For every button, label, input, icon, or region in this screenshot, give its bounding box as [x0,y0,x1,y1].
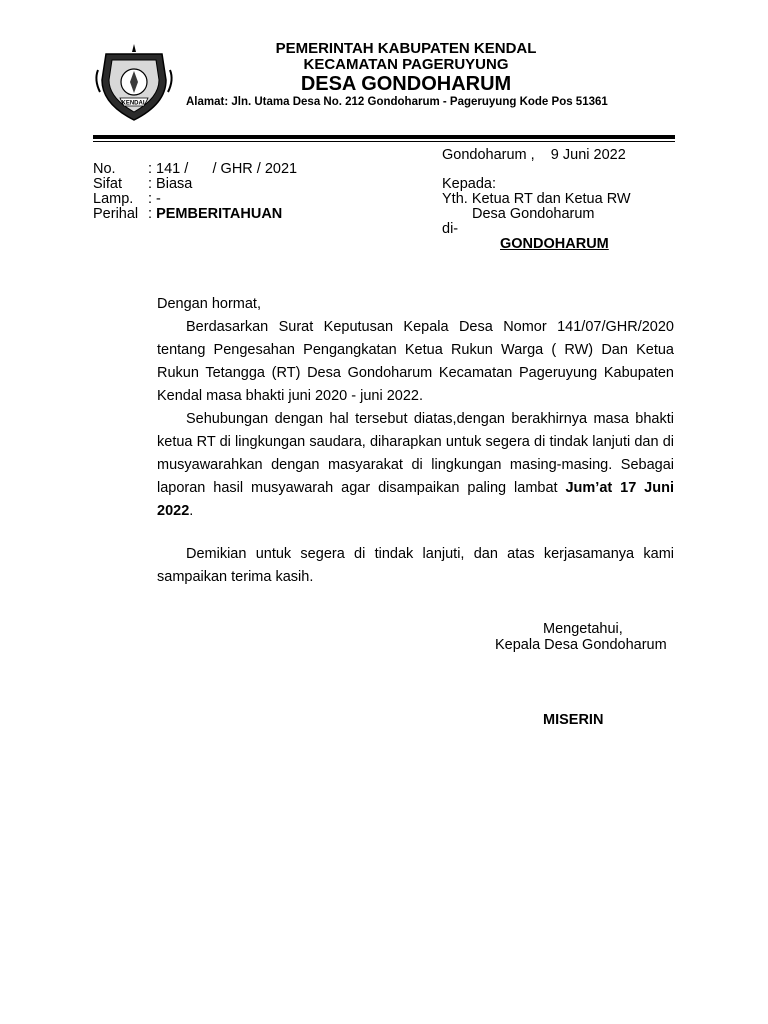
letterhead-government: PEMERINTAH KABUPATEN KENDAL [275,40,537,57]
regency-emblem-logo [92,40,176,124]
recipient-place: GONDOHARUM [500,236,609,252]
paragraph-decree: Berdasarkan Surat Keputusan Kepala Desa Nomor 141/07/GHR/2020 tentang Pengesahan Pengangkatan Ketua Rukun Warga ( RW) Dan Ketua Rukun Tetangga (RT) Desa Gondoharum Kecamatan Pageruyung Kabupaten Kendal masa bhakti juni 2020 - juni 2022. [157,319,674,404]
paragraph-request-end: . [189,503,194,519]
closing-block [157,543,674,589]
greeting: Dengan hormat, [157,296,261,312]
paragraph-request-text: Sehubungan dengan hal tersebut diatas,dengan berakhirnya masa bhakti ketua RT di lingkungan saudara, diharapkan untuk segera di tindak lanjuti dan di musyawarahkan dengan masyarakat di lingkungan masing-masing. Sebagai laporan hasil musyawarah agar disampaikan paling lambat [157,411,674,496]
recipient-di: di- [442,221,459,237]
letterhead-address: Alamat: Jln. Utama Desa No. 212 Gondoharum - Pageruyung Kode Pos 51361 [186,96,608,108]
recipient-kepada: Kepada: [442,176,497,192]
meta-sifat-value: : Biasa [148,176,193,192]
emblem-label: KENDAL [121,100,147,107]
signature-name: MISERIN [543,712,604,728]
deadline-date: Jum’at 17 Juni 2022 [157,480,674,519]
recipient-yth: Yth. Ketua RT dan Ketua RW [442,191,631,207]
meta-no-label: No. [93,161,116,177]
meta-perihal [148,206,282,222]
letterhead-divider [93,135,675,139]
meta-perihal-colon: : [148,206,157,222]
meta-sifat-label: Sifat [93,176,123,192]
meta-perihal-label: Perihal [93,206,139,222]
letterhead-subdistrict: KECAMATAN PAGERUYUNG [303,56,509,73]
meta-lamp-value: : - [148,191,161,207]
signature-title: Kepala Desa Gondoharum [495,637,667,653]
letter-body [157,316,674,523]
letter-date: Gondoharum , 9 Juni 2022 [442,147,626,163]
meta-no-value: : 141 / / GHR / 2021 [148,161,298,177]
signature-mengetahui: Mengetahui, [543,621,623,637]
letterhead-divider-thin [93,141,675,142]
meta-lamp-label: Lamp. [93,191,134,207]
recipient-desa: Desa Gondoharum [472,206,595,222]
paragraph-request [157,408,674,523]
letterhead-village: DESA GONDOHARUM [300,73,512,95]
meta-perihal-value: PEMBERITAHUAN [156,206,283,222]
paragraph-closing: Demikian untuk segera di tindak lanjuti, dan atas kerjasamanya kami sampaikan terima kasih. [157,546,674,585]
